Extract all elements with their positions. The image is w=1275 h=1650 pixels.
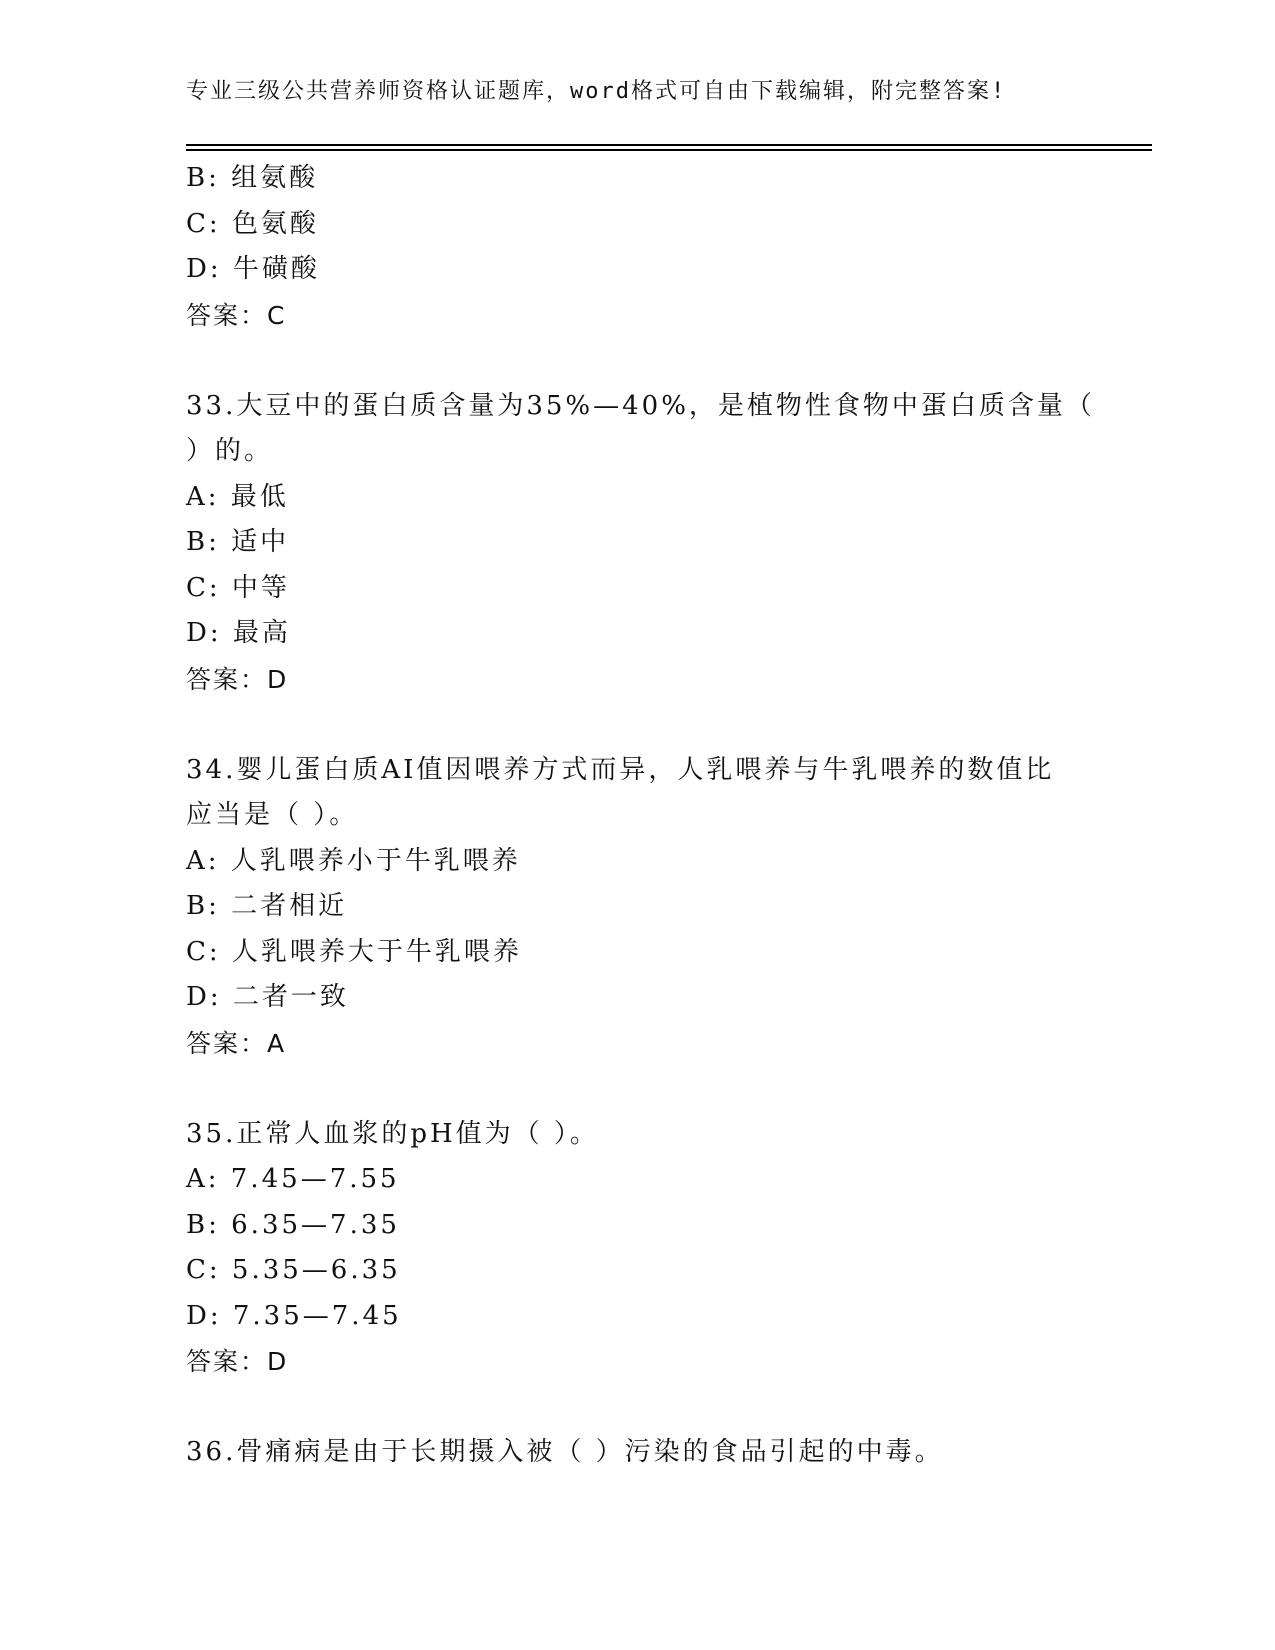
spacer: [186, 702, 1086, 748]
option: A: 最低: [186, 481, 289, 512]
option: D: 最高: [186, 618, 291, 648]
question-stem: 33.大豆中的蛋白质含量为35%—40%，是植物性食物中蛋白质含量（: [186, 390, 1095, 421]
question-content: [186, 156, 1095, 1476]
answer: 答案：A: [186, 1028, 287, 1058]
option: A: 7.45—7.55: [186, 1164, 400, 1194]
option: D: 7.35—7.45: [186, 1300, 402, 1331]
option: D: 牛磺酸: [186, 254, 320, 284]
answer: 答案：C: [186, 300, 287, 330]
question-stem: ）的。: [186, 436, 274, 466]
question-stem: 34.婴儿蛋白质AI值因喂养方式而异，人乳喂养与牛乳喂养的数值比: [186, 754, 1055, 785]
question-block: [186, 1430, 1086, 1476]
option: A: 人乳喂养小于牛乳喂养: [186, 845, 521, 876]
spacer: [186, 1066, 1086, 1112]
option: C: 中等: [186, 572, 290, 603]
question-block: [186, 156, 1086, 338]
question-stem: 应当是（ ）。: [186, 800, 359, 830]
option: B: 6.35—7.35: [186, 1209, 400, 1240]
page-header: 专业三级公共营养师资格认证题库，word格式可自由下载编辑，附完整答案!: [186, 79, 1007, 104]
option: B: 适中: [186, 527, 290, 557]
option: D: 二者一致: [186, 982, 349, 1012]
header-rule-top: [186, 144, 1152, 146]
question-block: [186, 748, 1086, 1067]
option: B: 二者相近: [186, 891, 348, 921]
spacer: [186, 1385, 1086, 1431]
spacer: [186, 338, 1086, 384]
header-rule-bottom: [186, 149, 1152, 151]
option: C: 人乳喂养大于牛乳喂养: [186, 936, 522, 967]
question-block: [186, 384, 1095, 703]
answer: 答案：D: [186, 1347, 289, 1376]
answer: 答案：D: [186, 664, 289, 694]
question-stem: 35.正常人血浆的pH值为（ ）。: [186, 1118, 599, 1149]
option: C: 色氨酸: [186, 208, 319, 239]
question-stem: 36.骨痛病是由于长期摄入被（ ）污染的食品引起的中毒。: [186, 1437, 944, 1467]
question-block: [186, 1112, 1086, 1385]
option: C: 5.35—6.35: [186, 1255, 401, 1285]
option: B: 组氨酸: [186, 163, 319, 193]
